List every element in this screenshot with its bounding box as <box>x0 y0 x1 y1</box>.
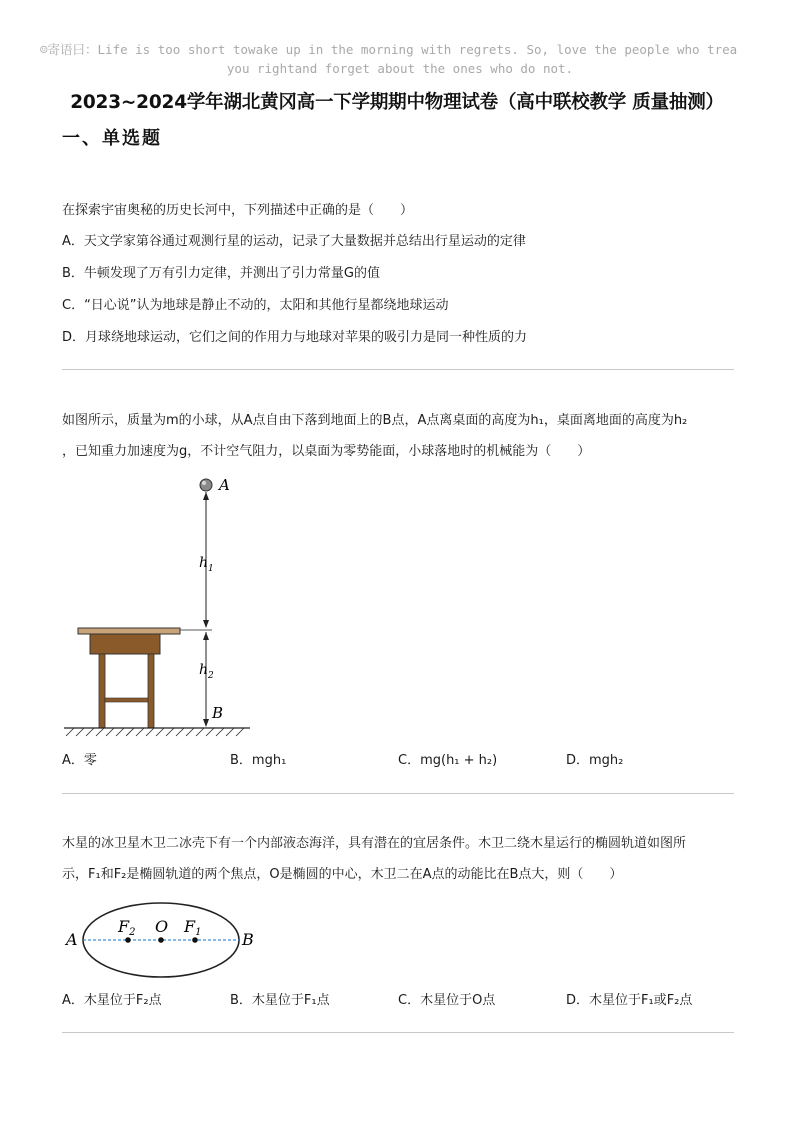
q2-option-d: D．mgh₂ <box>566 753 624 768</box>
label-f2: F <box>118 917 130 936</box>
svg-text:F1: F1 <box>184 917 202 938</box>
label-b: B <box>212 704 224 722</box>
motto-line-2: you rightand forget about the ones who do not. <box>226 61 574 76</box>
q1-option-a: A．天文学家第谷通过观测行星的运动，记录了大量数据并总结出行星运动的定律 <box>62 234 526 249</box>
table-drop-figure <box>62 472 262 738</box>
svg-text:h2: $h_2$ <box>199 662 214 681</box>
divider <box>62 369 734 370</box>
section-heading: 一、单选题 <box>62 128 162 149</box>
svg-text:F2: F2 <box>118 917 136 938</box>
q3-option-d: D．木星位于F₁或F₂点 <box>566 993 693 1008</box>
label-h2: h <box>199 662 209 678</box>
label-o: O <box>155 917 169 936</box>
q2-option-c: C．mg(h₁ + h₂) <box>398 753 498 768</box>
ellipse-orbit-figure <box>62 900 272 982</box>
q3-option-a: A．木星位于F₂点 <box>62 993 162 1008</box>
q2-option-a: A．零 <box>62 753 97 768</box>
ball <box>200 479 212 491</box>
q1-option-b: B．牛顿发现了万有引力定律，并测出了引力常量G的值 <box>62 266 380 281</box>
q1-stem: 在探索宇宙奥秘的历史长河中，下列描述中正确的是（ ） <box>62 203 414 218</box>
q2-stem-line-2: ，已知重力加速度为g，不计空气阻力，以桌面为零势能面，小球落地时的机械能为（ ） <box>62 444 591 459</box>
label-a: A <box>219 476 230 494</box>
q1-option-c: C．“日心说”认为地球是静止不动的，太阳和其他行星都绕地球运动 <box>62 298 449 313</box>
q3-option-b: B．木星位于F₁点 <box>230 993 330 1008</box>
center-o <box>158 937 164 943</box>
label-f1: F <box>184 917 196 936</box>
label-h1: h <box>199 555 209 571</box>
divider <box>62 793 734 794</box>
q3-stem-line-1: 木星的冰卫星木卫二冰壳下有一个内部液态海洋，具有潜在的宜居条件。木卫二绕木星运行的椭圆轨道如图所 <box>62 836 687 851</box>
q1-option-d: D．月球绕地球运动，它们之间的作用力与地球对苹果的吸引力是同一种性质的力 <box>62 330 528 345</box>
q2-option-b: B．mgh₁ <box>230 753 287 768</box>
q3-stem-line-2: 示，F₁和F₂是椭圆轨道的两个焦点，O是椭圆的中心，木卫二在A点的动能比在B点大，则（ ） <box>62 867 623 882</box>
motto-line-1: ☺寄语曰：Life is too short towake up in the morning with regrets. So, love the people who trea <box>40 42 738 57</box>
label-b: B <box>242 930 254 949</box>
svg-text:h1: $h_1$ <box>199 555 214 574</box>
label-a: A <box>66 930 78 949</box>
focus-f1 <box>192 937 198 943</box>
focus-f2 <box>125 937 131 943</box>
q3-option-c: C．木星位于O点 <box>398 993 496 1008</box>
table-top <box>78 628 180 634</box>
divider <box>62 1032 734 1033</box>
motto-text <box>40 40 760 78</box>
q2-stem-line-1: 如图所示，质量为m的小球，从A点自由下落到地面上的B点，A点离桌面的高度为h₁，桌面离地面的高度为h₂ <box>62 413 688 428</box>
page-title: 2023~2024学年湖北黄冈高一下学期期中物理试卷（高中联校教学 质量抽测） <box>70 92 724 113</box>
